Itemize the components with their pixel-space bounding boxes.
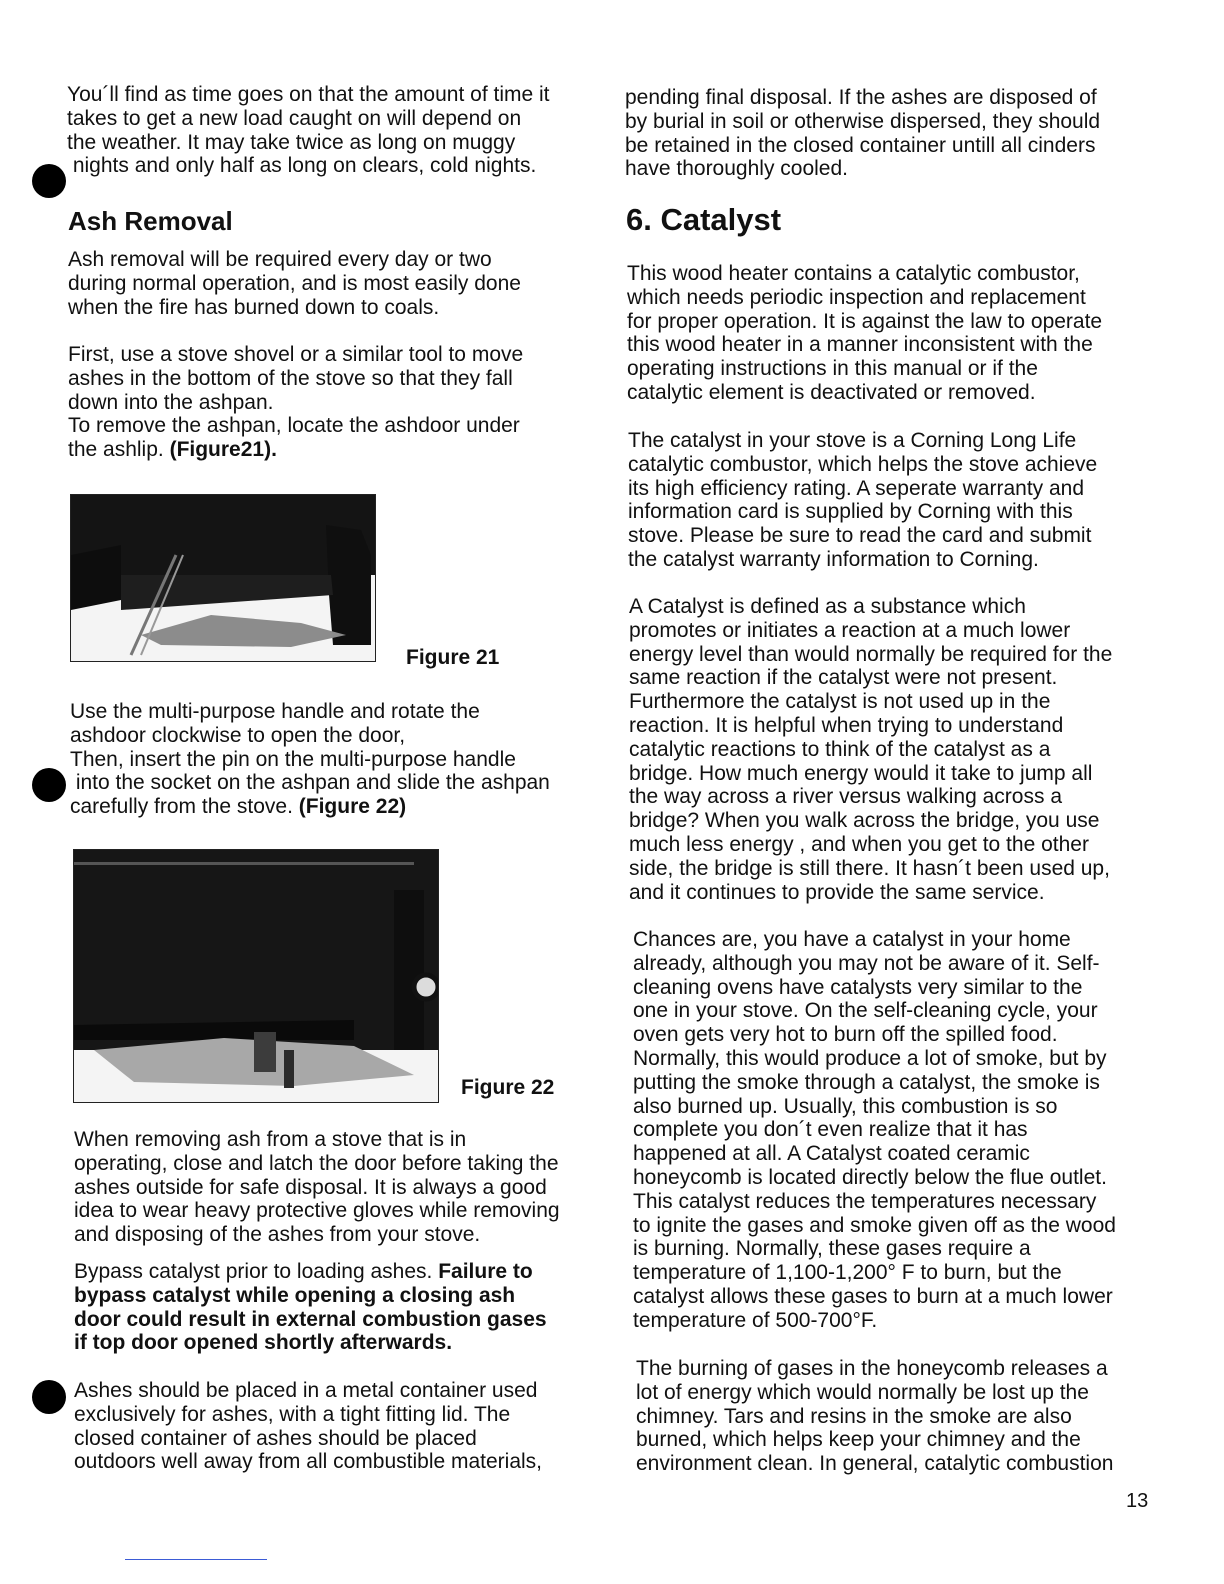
figure-22-photo (73, 849, 439, 1103)
catalyst-definition-paragraph: A Catalyst is defined as a substance which promotes or initiates a reaction at a much lower energy level than would normally be required for the same reaction if the catalyst were not present. Furthermore the catalyst is not used up in the reaction. It is helpful when trying to understand catalytic reactions to think of the catalyst as a bridge. How much energy would it take to jump all the way across a river versus walking across a bridge? When you walk across the bridge, you use much less energy , and when you get to the other side, the bridge is still there. It hasn´t been used up, and it continues to provide the same service. (629, 595, 1113, 904)
footer-rule (125, 1559, 267, 1560)
ash-disposal-paragraph: Ashes should be placed in a metal container used exclusively for ashes, with a tight fitting lid. The closed container of ashes should be placed outdoors well away from all combustible materials, (74, 1379, 543, 1474)
bypass-warning-paragraph: Bypass catalyst prior to loading ashes. Failure to bypass catalyst while opening a closing ash door could result in external combustion gases if top door opened shortly afterwards. (74, 1260, 547, 1355)
ash-removal-paragraph-4: When removing ash from a stove that is in operating, close and latch the door before taking the ashes outside for safe disposal. It is always a good idea to wear heavy protective gloves while removing and disposing of the ashes from your stove. (74, 1128, 560, 1247)
page-number: 13 (1126, 1490, 1149, 1512)
catalyst-paragraph-2: The catalyst in your stove is a Corning Long Life catalytic combustor, which helps the stove achieve its high efficiency rating. A seperate warranty and information card is supplied by Corning with this stove. Please be sure to read the card and submit the catalyst warranty information to Corning. (628, 429, 1098, 571)
catalyst-benefits-paragraph: The burning of gases in the honeycomb releases a lot of energy which would normally be lost up the chimney. Tars and resins in the smoke are also burned, which helps keep your chimney and the environment clean. In general, catalytic combustion (636, 1357, 1114, 1476)
figure-21-caption: Figure 21 (406, 646, 500, 669)
intro-paragraph: You´ll find as time goes on that the amount of time it takes to get a new load caught on will depend on the weather. It may take twice as long on muggy nights and only half as long on clears, cold nights. (67, 83, 550, 178)
figure-21-reference: (Figure21). (169, 438, 277, 462)
catalyst-paragraph-1: This wood heater contains a catalytic combustor, which needs periodic inspection and replacement for proper operation. It is against the law to operate this wood heater in a manner inconsistent with the operating instructions in this manual or if the catalytic element is deactivated or removed. (627, 262, 1103, 404)
ash-removal-paragraph-2: First, use a stove shovel or a similar tool to move ashes in the bottom of the stove so that they fall down into the ashpan. To remove the ashpan, locate the ashdoor under the ashlip. (Figure21). (68, 343, 524, 462)
bypass-warning-bold: Failure to bypass catalyst while opening a closing ash door could result in external combustion gases if top door opened shortly afterwards. (74, 1260, 547, 1355)
catalyst-example-paragraph: Chances are, you have a catalyst in your home already, although you may not be aware of it. Self- cleaning ovens have catalysts very similar to the one in your stove. On the self-cleaning cycle, your oven gets very hot to burn off the spilled food. Normally, this would produce a lot of smoke, but by putting the smoke through a catalyst, the smoke is also burned up. Usually, this combustion is so complete you don´t even realize that it has happened at all. A Catalyst coated ceramic honeycomb is located directly below the flue outlet. This catalyst reduces the temperatures necessary to ignite the gases and smoke given off as the wood is burning. Normally, these gases require a temperature of 1,100-1,200° F to burn, but the catalyst allows these gases to burn at a much lower temperature of 500-700°F. (633, 928, 1116, 1332)
figure-22-caption: Figure 22 (461, 1076, 555, 1099)
figure-21-drawing (71, 495, 375, 661)
punch-hole-1 (32, 164, 66, 198)
punch-hole-3 (32, 1380, 66, 1414)
punch-hole-2 (32, 768, 66, 802)
figure-22-reference: (Figure 22) (298, 795, 407, 819)
figure-21-photo (70, 494, 376, 662)
ash-removal-heading: Ash Removal (68, 206, 233, 236)
disposal-continued-paragraph: pending final disposal. If the ashes are disposed of by burial in soil or otherwise dispersed, they should be retained in the closed container untill all cinders have thoroughly cooled. (625, 86, 1101, 181)
ash-removal-paragraph-1: Ash removal will be required every day or two during normal operation, and is most easily done when the fire has burned down to coals. (68, 248, 521, 319)
ash-removal-paragraph-3: Use the multi-purpose handle and rotate the ashdoor clockwise to open the door, Then, insert the pin on the multi-purpose handle into the socket on the ashpan and slide the ashpan carefully from the stove. (Figure 22) (70, 700, 550, 819)
catalyst-heading: 6. Catalyst (626, 202, 782, 237)
figure-22-drawing (74, 850, 438, 1102)
